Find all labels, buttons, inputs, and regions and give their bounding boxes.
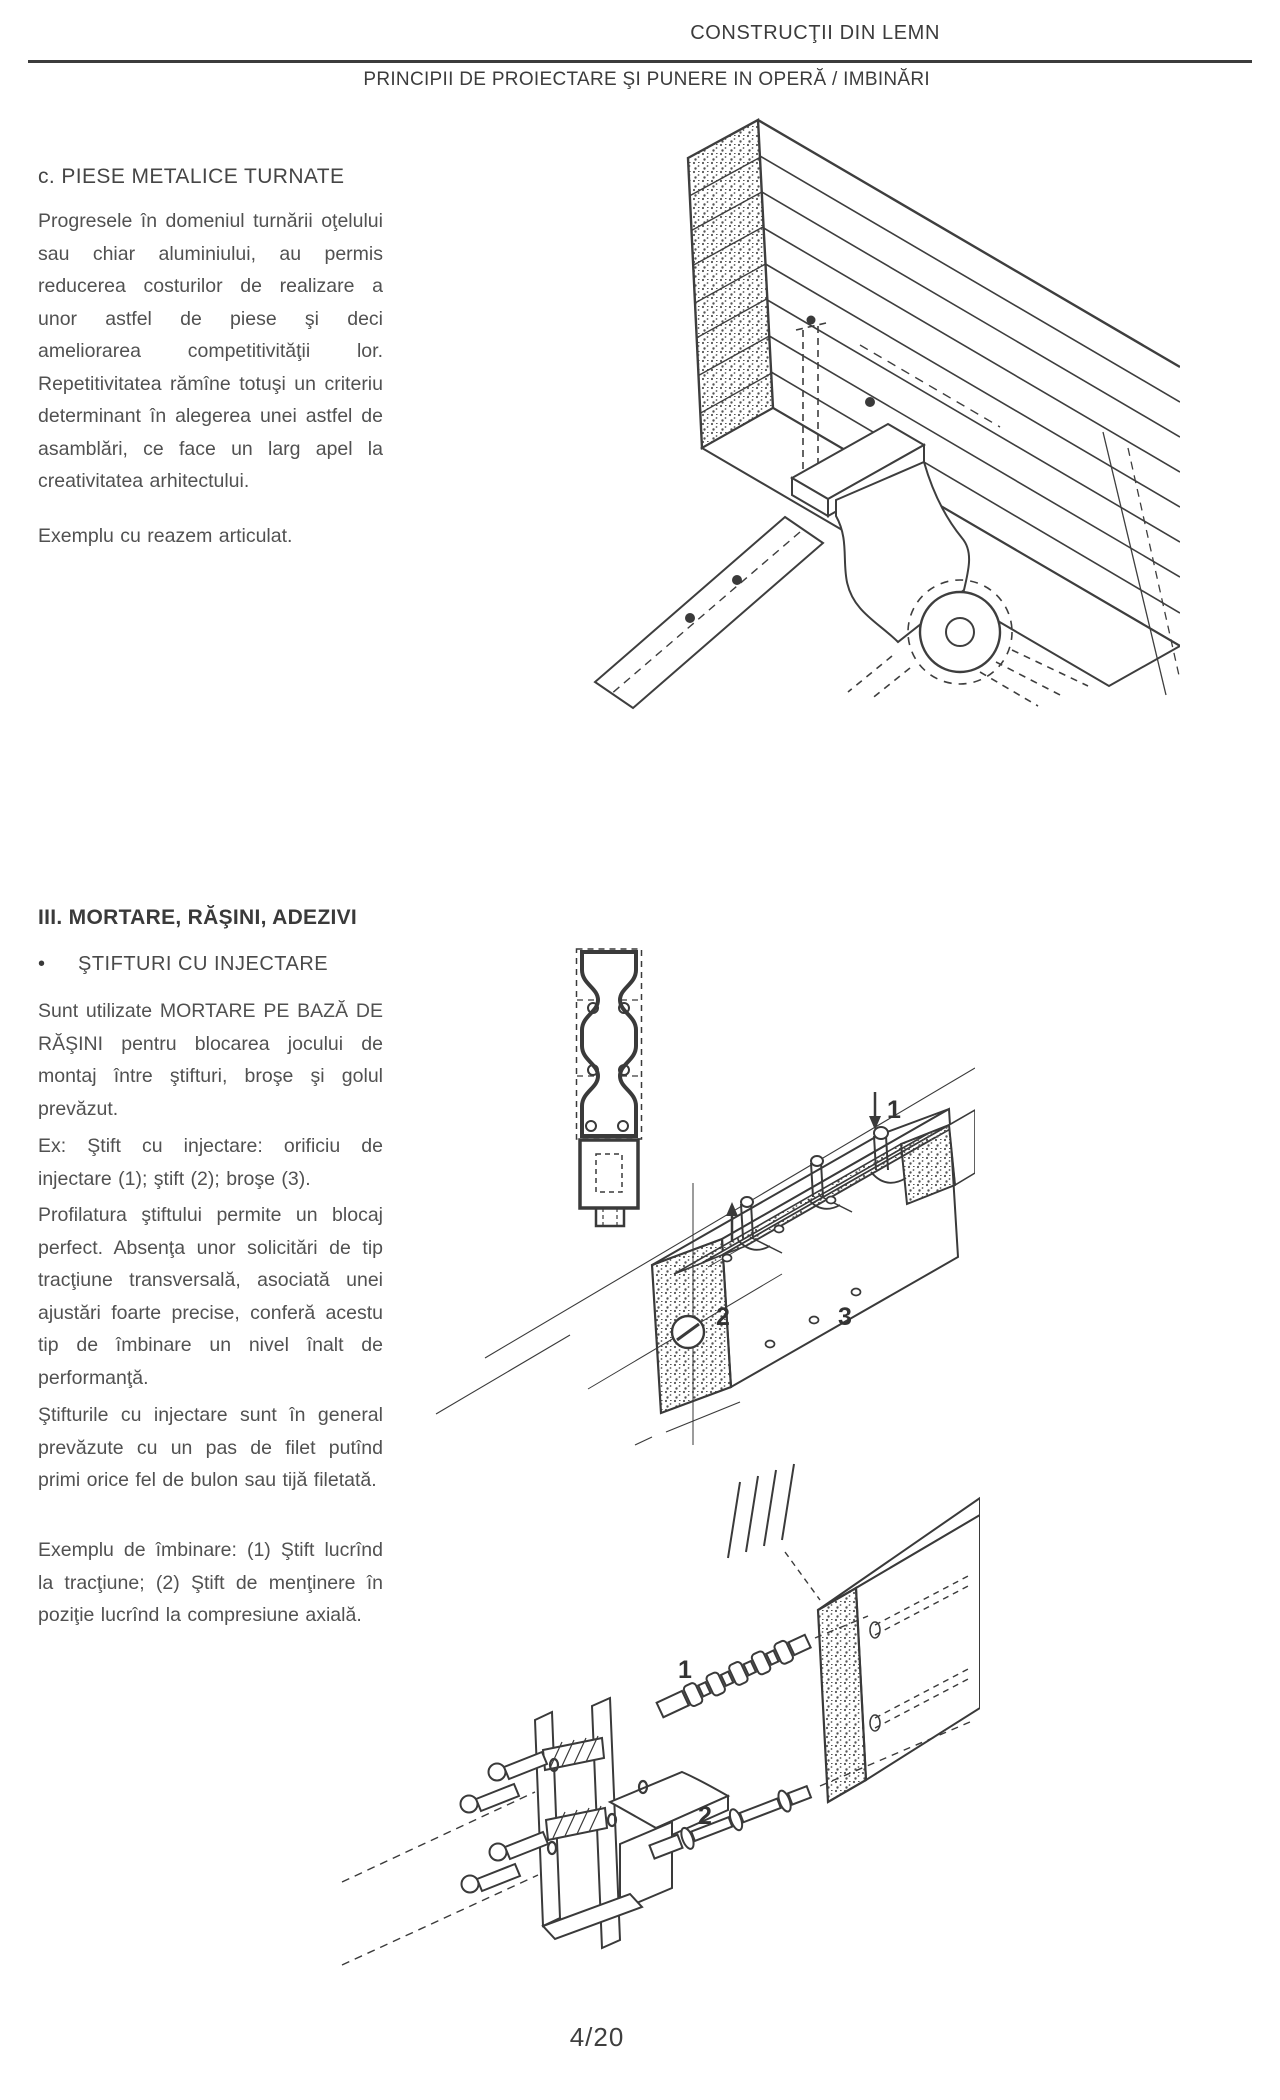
- figure2-label-3: 3: [838, 1303, 852, 1331]
- figure-reazem-articulat-drawing: [440, 80, 1180, 710]
- bullet-label: ŞTIFTURI CU INJECTARE: [78, 953, 329, 975]
- header-rule: [28, 60, 1252, 63]
- figure3-label-1: 1: [678, 1656, 692, 1684]
- section-c-heading: c. PIESE METALICE TURNATE: [38, 165, 345, 188]
- paragraph-progresele: Progresele în domeniul turnării oţelului sau chiar aluminiului, au permis reducerea costurilor de realizare a unor astfel de piese şi deci ameliorarea competitivităţii lor. Repetitivitatea rămîne totuşi un criteriu determinant în alegerea unei astfel de asamblări, ce face un larg apel la creativitatea arhitectului.: [38, 210, 383, 492]
- section-iii-heading: III. MORTARE, RĂŞINI, ADEZIVI: [38, 906, 358, 929]
- bolt-head-dot: [865, 397, 875, 407]
- header-title: CONSTRUCŢII DIN LEMN: [690, 22, 940, 44]
- paragraph-ex-stift: Ex: Ştift cu injectare: orificiu de injectare (1); ştift (2); broşe (3).: [38, 1135, 383, 1190]
- timber-block-group: [728, 1464, 980, 1802]
- figure3-label-2: 2: [698, 1802, 712, 1830]
- paragraph-mortare: Sunt utilizate MORTARE PE BAZĂ DE RĂŞINI pentru blocarea jocului de montaj între ştifturi, broşe şi golul prevăzut.: [38, 1000, 383, 1120]
- bolt-head-dot: [807, 316, 816, 325]
- figure-stift-injectare-drawing: [430, 940, 975, 1455]
- dowel-profile-group: [577, 949, 643, 1226]
- paragraph-stifturile: Ştifturile cu injectare sunt în general prevăzute cu un pas de filet putînd primi orice fel de bulon sau tijă filetată.: [38, 1404, 383, 1491]
- paragraph-profilatura: Profilatura ştiftului permite un blocaj perfect. Absenţa unor solicitări de tip tracţiune transversală, asociată unei ajustări foarte precise, conferă acestu tip de îmbinare un nivel înalt de performanţă.: [38, 1204, 383, 1389]
- figure2-label-2: 2: [716, 1303, 730, 1331]
- page-number: 4/20: [569, 2022, 625, 2052]
- hinge-circle: [920, 592, 1000, 672]
- beam-cutaway-group: [436, 1068, 975, 1445]
- bullet-marker: •: [38, 953, 46, 975]
- figure2-label-1: 1: [887, 1096, 901, 1124]
- bullet-item-stifturi: [38, 953, 383, 976]
- paragraph-exemplu-reazem: Exemplu cu reazem articulat.: [38, 525, 293, 547]
- figure-imbinare-exploded-drawing: [330, 1420, 980, 2005]
- header-subtitle: PRINCIPII DE PROIECTARE ŞI PUNERE IN OPERĂ / IMBINĂRI: [363, 69, 930, 90]
- paragraph-exemplu-imbinare: Exemplu de îmbinare: (1) Ştift lucrînd la tracţiune; (2) Ştift de menţinere în poziţie lucrînd la compresiune axială.: [38, 1539, 383, 1626]
- bolts-group: [342, 1752, 548, 1965]
